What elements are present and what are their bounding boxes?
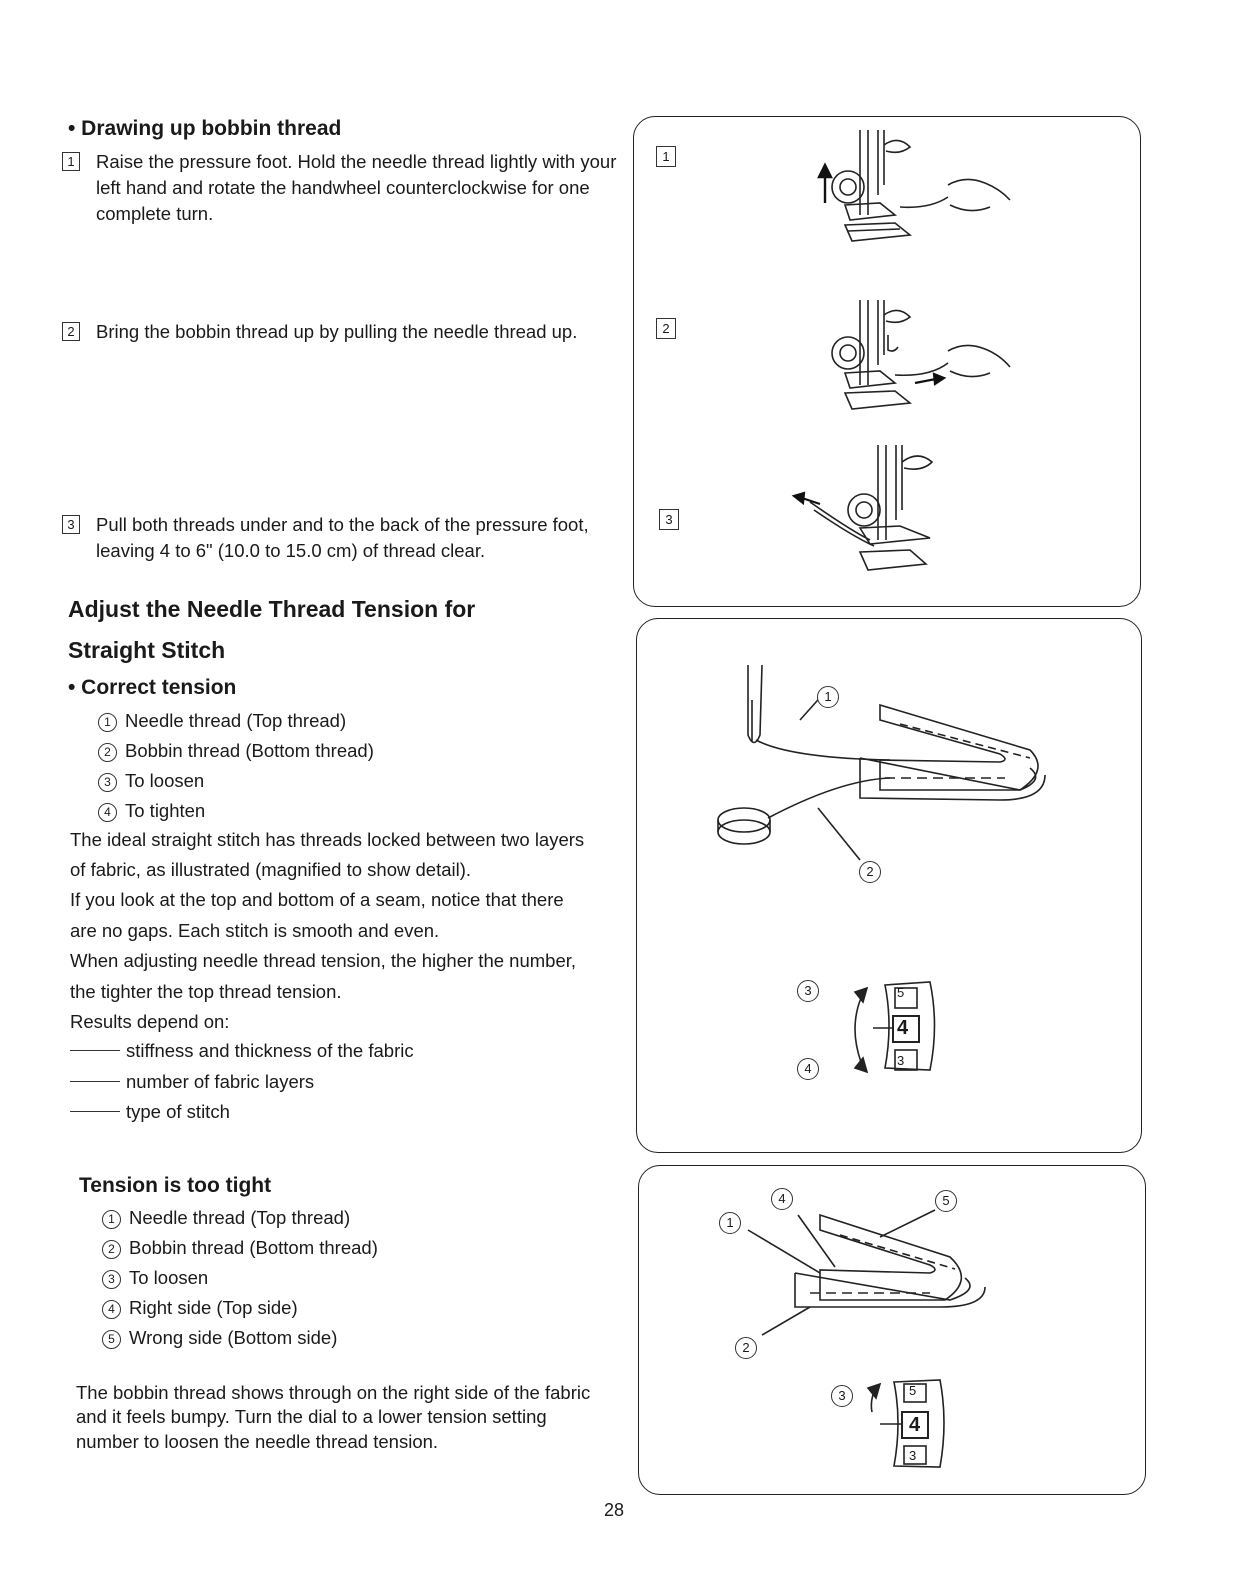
correct-paragraph-3: If you look at the top and bottom of a seam, notice that there xyxy=(70,889,564,910)
step-text: Bring the bobbin thread up by pulling the needle thread up. xyxy=(96,321,578,342)
tight-item-5 xyxy=(102,1325,337,1351)
item-number: 4 xyxy=(102,1300,121,1319)
figure-label-3: 3 xyxy=(659,509,679,530)
dial-number-bottom: 3 xyxy=(897,1053,905,1068)
item-number: 1 xyxy=(98,713,117,732)
correct-paragraph-5: When adjusting needle thread tension, the higher the number, xyxy=(70,950,577,971)
dash-item-1 xyxy=(70,1038,414,1064)
tight-item-2 xyxy=(102,1235,378,1261)
pull-bobbin-thread-illustration xyxy=(800,295,1020,425)
tight-item-1 xyxy=(102,1205,350,1231)
dial-number-bottom: 3 xyxy=(909,1448,917,1463)
step-number: 3 xyxy=(62,515,80,534)
item-number: 5 xyxy=(102,1330,121,1349)
dash-rule xyxy=(70,1050,120,1051)
tight-paragraph-3: number to loosen the needle thread tension. xyxy=(76,1431,439,1452)
label-loosen: 3 xyxy=(831,1385,853,1407)
label-right-side: 4 xyxy=(771,1188,793,1210)
item-text: Bobbin thread (Bottom thread) xyxy=(129,1237,378,1258)
presser-foot-raise-illustration xyxy=(800,125,1020,255)
item-number: 3 xyxy=(98,773,117,792)
step-1 xyxy=(62,149,622,227)
correct-paragraph-4: are no gaps. Each stitch is smooth and even. xyxy=(70,920,440,941)
dash-rule xyxy=(70,1081,120,1082)
threads-behind-foot-illustration xyxy=(790,440,1010,590)
item-text: Wrong side (Bottom side) xyxy=(129,1327,338,1348)
tight-item-3 xyxy=(102,1265,208,1291)
item-text: Bobbin thread (Bottom thread) xyxy=(125,740,374,761)
figure-label-2: 2 xyxy=(656,318,676,339)
item-text: To tighten xyxy=(125,800,206,821)
label-bobbin-thread: 2 xyxy=(859,861,881,883)
correct-item-3 xyxy=(98,768,204,794)
step-2 xyxy=(62,319,622,345)
tension-title-line1: Adjust the Needle Thread Tension for xyxy=(68,596,476,622)
correct-paragraph-6: the tighter the top thread tension. xyxy=(70,981,342,1002)
tight-paragraph-2: and it feels bumpy. Turn the dial to a lower tension setting xyxy=(76,1406,547,1427)
correct-item-2 xyxy=(98,738,374,764)
step-number: 2 xyxy=(62,322,80,341)
correct-tension-heading: • Correct tension xyxy=(68,676,237,699)
item-number: 1 xyxy=(102,1210,121,1229)
step-text: Raise the pressure foot. Hold the needle thread lightly with your left hand and rotate the handwheel counterclockwise for one complete turn. xyxy=(96,151,617,224)
correct-item-1 xyxy=(98,708,346,734)
dash-item-3 xyxy=(70,1099,230,1125)
item-text: To loosen xyxy=(125,770,205,791)
dial-number-current: 4 xyxy=(909,1414,921,1436)
item-text: Needle thread (Top thread) xyxy=(129,1207,351,1228)
dial-number-current: 4 xyxy=(897,1017,909,1039)
correct-paragraph-1: The ideal straight stitch has threads locked between two layers xyxy=(70,829,585,850)
item-number: 4 xyxy=(98,803,117,822)
item-number: 3 xyxy=(102,1270,121,1289)
tight-paragraph-1: The bobbin thread shows through on the right side of the fabric xyxy=(76,1382,591,1403)
item-number: 2 xyxy=(102,1240,121,1259)
label-tighten: 4 xyxy=(797,1058,819,1080)
correct-paragraph-2: of fabric, as illustrated (magnified to show detail). xyxy=(70,859,472,880)
item-text: Needle thread (Top thread) xyxy=(125,710,347,731)
item-text: To loosen xyxy=(129,1267,209,1288)
too-tight-heading: Tension is too tight xyxy=(79,1174,272,1197)
label-needle-thread: 1 xyxy=(817,686,839,708)
label-needle-thread: 1 xyxy=(719,1212,741,1234)
tight-item-4 xyxy=(102,1295,298,1321)
dial-number-top: 5 xyxy=(897,985,905,1000)
label-loosen: 3 xyxy=(797,980,819,1002)
dash-rule xyxy=(70,1111,120,1112)
tight-stitch-illustration xyxy=(740,1195,1010,1355)
label-bobbin-thread: 2 xyxy=(735,1337,757,1359)
item-text: Right side (Top side) xyxy=(129,1297,298,1318)
item-number: 2 xyxy=(98,743,117,762)
dash-text: number of fabric layers xyxy=(126,1071,315,1092)
dial-number-top: 5 xyxy=(909,1383,917,1398)
page-number: 28 xyxy=(604,1500,625,1520)
drawing-heading: • Drawing up bobbin thread xyxy=(68,117,342,140)
label-wrong-side: 5 xyxy=(935,1190,957,1212)
figure-label-1: 1 xyxy=(656,146,676,167)
step-number: 1 xyxy=(62,152,80,171)
dash-item-2 xyxy=(70,1069,314,1095)
tension-title-line2: Straight Stitch xyxy=(68,637,226,663)
correct-item-4 xyxy=(98,798,205,824)
dash-text: stiffness and thickness of the fabric xyxy=(126,1040,414,1061)
dash-text: type of stitch xyxy=(126,1101,230,1122)
correct-stitch-illustration xyxy=(700,650,1080,860)
correct-paragraph-7: Results depend on: xyxy=(70,1011,230,1032)
step-3 xyxy=(62,512,602,564)
step-text: Pull both threads under and to the back of the pressure foot, leaving 4 to 6" (10.0 to 15.0 cm) of thread clear. xyxy=(96,514,589,561)
